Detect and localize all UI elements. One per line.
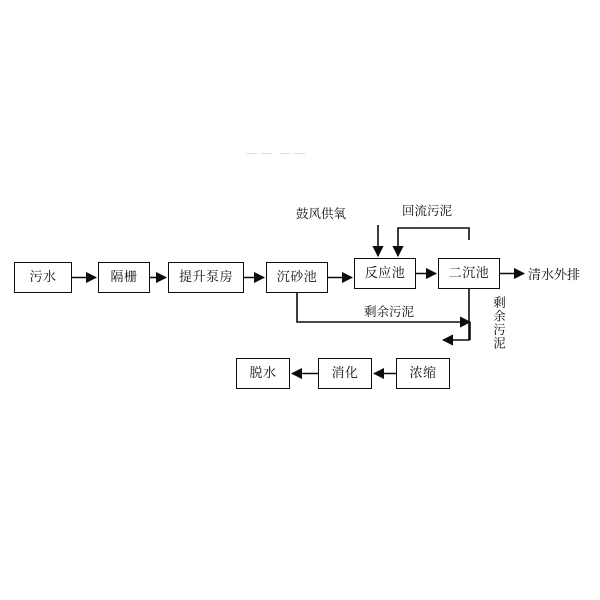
node-pump-house[interactable]: 提升泵房 <box>168 262 244 293</box>
node-reactor[interactable]: 反应池 <box>354 258 416 289</box>
node-dewaterer[interactable]: 脱水 <box>236 358 290 389</box>
label-excess-sludge: 剩余污泥 <box>364 304 415 319</box>
label-clear-water-out: 清水外排 <box>528 268 581 283</box>
label-surplus-sludge: 剩余污泥 <box>491 296 507 350</box>
watermark-text: —— —— <box>246 146 308 160</box>
node-digester[interactable]: 消化 <box>318 358 372 389</box>
node-clarifier[interactable]: 二沉池 <box>438 258 500 289</box>
node-sewage[interactable]: 污水 <box>14 262 72 293</box>
node-grille[interactable]: 隔栅 <box>98 262 150 293</box>
node-grit-tank[interactable]: 沉砂池 <box>266 262 328 293</box>
node-thickener[interactable]: 浓缩 <box>396 358 450 389</box>
label-blower-air: 鼓风供氧 <box>296 206 347 221</box>
label-return-sludge: 回流污泥 <box>402 203 453 218</box>
